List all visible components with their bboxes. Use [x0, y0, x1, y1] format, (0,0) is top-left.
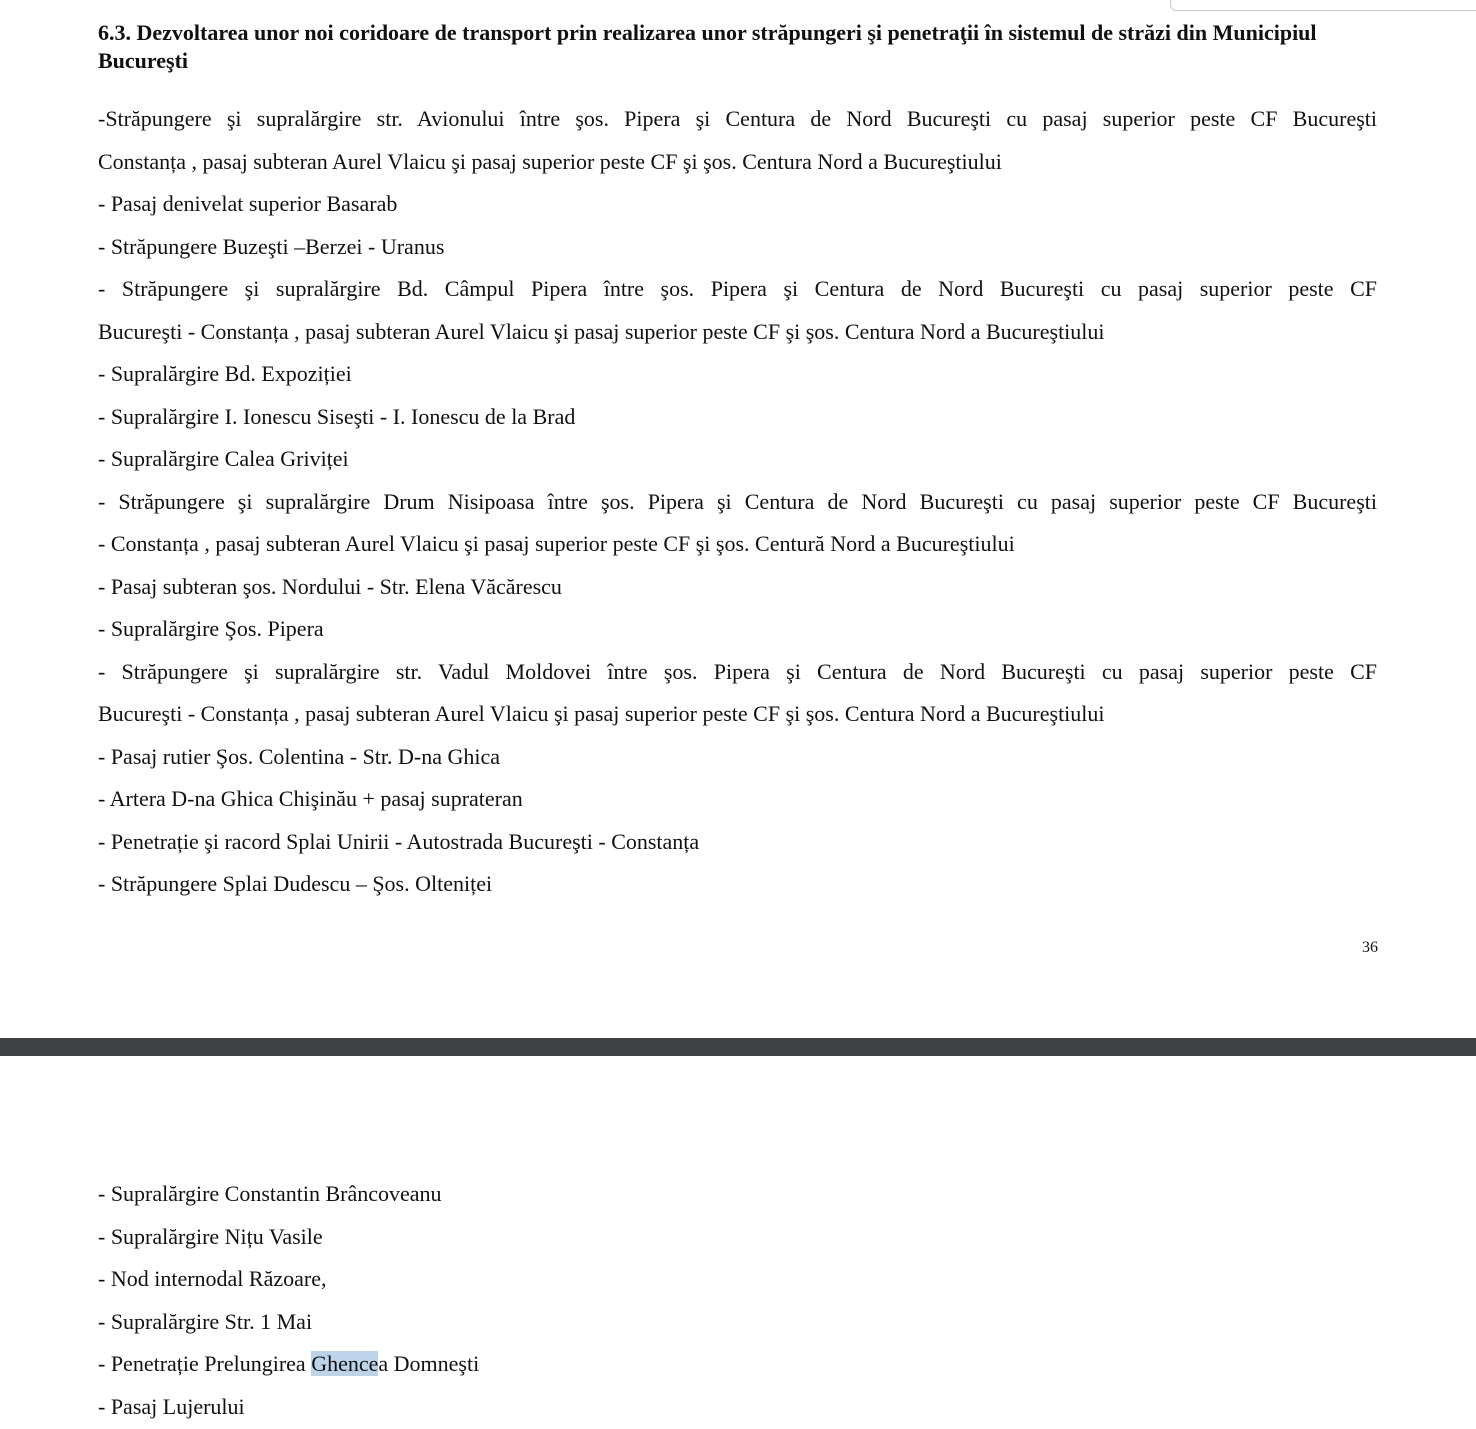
list-line[interactable]: - Supralărgire Constantin Brâncoveanu	[98, 1181, 442, 1206]
list-line[interactable]: - Străpungere şi supralărgire Bd. Câmpul Pipera între şos. Pipera şi Centura de Nord Bucureşti cu pasaj superior peste CF	[98, 276, 1377, 301]
list-line[interactable]: Bucureşti - Constanța , pasaj subteran Aurel Vlaicu şi pasaj superior peste CF şi şos. Centura Nord a Bucureştiului	[98, 701, 1105, 726]
selected-text[interactable]: Ghence	[311, 1351, 379, 1376]
list-line[interactable]: - Supralărgire Bd. Expoziției	[98, 361, 352, 386]
list-line[interactable]: - Supralărgire Str. 1 Mai	[98, 1308, 313, 1334]
list-line[interactable]: - Supralărgire Şos. Pipera	[98, 616, 324, 641]
list-line[interactable]: - Străpungere Buzeşti –Berzei - Uranus	[98, 233, 445, 259]
list-line[interactable]: - Artera D-na Ghica Chişinău + pasaj suprateran	[98, 786, 523, 811]
section-heading: 6.3. Dezvoltarea unor noi coridoare de transport prin realizarea unor străpungeri şi penetraţii în sistemul de străzi din Municipiul Bucureşti	[98, 20, 1317, 73]
list-line[interactable]: - Supralărgire Nițu Vasile	[98, 1223, 323, 1249]
page-number: 36	[1362, 939, 1378, 956]
list-line[interactable]: - Străpungere Splai Dudescu – Şos. Olteniței	[98, 871, 493, 896]
document-page-37	[0, 1056, 1476, 1429]
overlay-panel-edge	[1170, 0, 1476, 11]
project-list	[98, 98, 1377, 906]
text-before-selection: - Penetrație Prelungirea	[98, 1351, 312, 1376]
text-after-selection: a Domneşti	[378, 1351, 480, 1376]
list-line-penetratie[interactable]	[98, 1343, 1377, 1386]
list-line[interactable]: - Penetrație şi racord Splai Unirii - Autostrada Bucureşti - Constanța	[98, 828, 700, 854]
list-line[interactable]: - Străpungere şi supralărgire Drum Nisipoasa între şos. Pipera şi Centura de Nord Bucureşti cu pasaj superior peste CF Bucureşti	[98, 488, 1377, 514]
list-line[interactable]: - Pasaj rutier Şos. Colentina - Str. D-na Ghica	[98, 743, 501, 769]
list-line[interactable]: - Nod internodal Răzoare,	[98, 1266, 327, 1291]
list-line[interactable]: Bucureşti - Constanța , pasaj subteran Aurel Vlaicu şi pasaj superior peste CF şi şos. Centura Nord a Bucureştiului	[98, 318, 1105, 344]
list-line[interactable]: - Supralărgire I. Ionescu Siseşti - I. Ionescu de la Brad	[98, 403, 576, 429]
list-line[interactable]: - Supralărgire Calea Griviței	[98, 446, 349, 471]
list-line[interactable]: - Pasaj denivelat superior Basarab	[98, 191, 398, 216]
list-line[interactable]: - Pasaj Lujerului	[98, 1393, 245, 1419]
project-list-continued	[98, 1173, 1377, 1428]
page-separator	[0, 1038, 1476, 1056]
list-line[interactable]: Constanța , pasaj subteran Aurel Vlaicu şi pasaj superior peste CF şi şos. Centura Nord a Bucureştiului	[98, 148, 1002, 174]
list-line[interactable]: -Străpungere şi supralărgire str. Avionului între şos. Pipera şi Centura de Nord Bucureşti cu pasaj superior peste CF Bucureşti	[98, 106, 1377, 131]
list-line[interactable]: - Străpungere şi supralărgire str. Vadul Moldovei între şos. Pipera şi Centura de Nord Bucureşti cu pasaj superior peste CF	[98, 658, 1377, 684]
list-line[interactable]: - Pasaj subteran şos. Nordului - Str. Elena Văcărescu	[98, 573, 562, 599]
list-line[interactable]: - Constanța , pasaj subteran Aurel Vlaicu şi pasaj superior peste CF şi şos. Centură Nord a Bucureştiului	[98, 531, 1015, 556]
